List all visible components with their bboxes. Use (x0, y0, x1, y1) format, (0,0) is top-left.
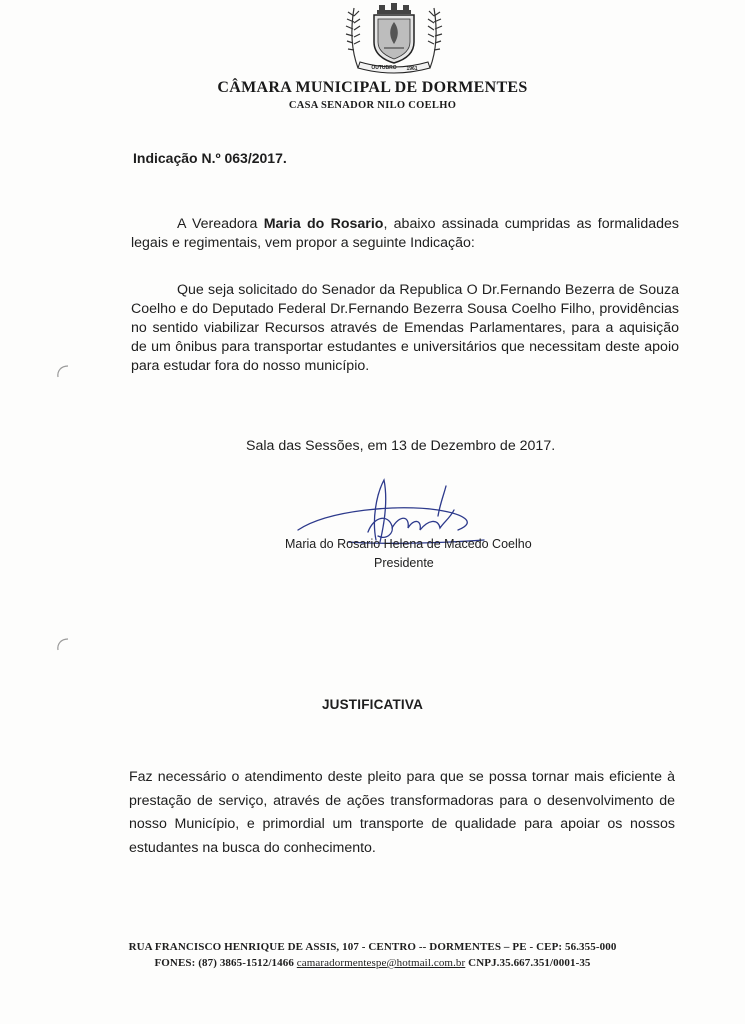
justification-title: JUSTIFICATIVA (321, 697, 424, 712)
intro-suffix: , abaixo assinada cumpridas as formalidades legais e regimentais, vem propor a seguinte Indicação: (131, 216, 679, 251)
author-name: Maria do Rosario (263, 216, 384, 232)
org-name: CÂMARA MUNICIPAL DE DORMENTES (217, 79, 528, 96)
footer-address: RUA FRANCISCO HENRIQUE DE ASSIS, 107 - CENTRO -- DORMENTES – PE - CEP: 56.355-000 (128, 941, 617, 953)
date-line: Sala das Sessões, em 13 de Dezembro de 2017. (246, 438, 556, 454)
signer-role: Presidente (374, 556, 434, 570)
justification-paragraph: Faz necessário o atendimento deste pleito para que se possa tornar mais eficiente à prestação de serviço, através de ações transformadoras para o desenvolvimento de nosso Município, e primordial um transporte de qualidade para apoiar os nossos estudantes na busca do conhecimento. (129, 769, 675, 856)
signer-name: Maria do Rosario Helena de Macedo Coelho (285, 537, 532, 551)
crest-ribbon-right: 1961 (406, 66, 418, 72)
footer-contacts (0, 957, 745, 969)
request-text: Que seja solicitado do Senador da Republica O Dr.Fernando Bezerra de Souza Coelho e do Deputado Federal Dr.Fernando Bezerra Sousa Coelho Filho, providências no sentido viabilizar Recursos através de Emendas Parlamentares, para a aquisição de um ônibus para transportar estudantes e universitários que necessitam deste apoio para estudar fora do nosso município. (131, 282, 679, 374)
footer-email: camaradormentespe@hotmail.com.br (296, 957, 466, 969)
punch-hole-mark-icon (55, 636, 73, 654)
org-subtitle: CASA SENADOR NILO COELHO (288, 100, 457, 111)
intro-prefix: A Vereadora (177, 216, 264, 232)
crest-ribbon-left: OUTUBRO (371, 65, 397, 71)
intro-paragraph (131, 215, 679, 253)
request-paragraph (131, 281, 679, 376)
municipal-crest-icon (338, 2, 450, 74)
punch-hole-mark-icon (55, 363, 73, 381)
footer-phones: FONES: (87) 3865-1512/1466 (154, 957, 294, 969)
document-number: Indicação N.º 063/2017. (133, 150, 287, 166)
footer-cnpj: CNPJ.35.667.351/0001-35 (468, 957, 591, 969)
